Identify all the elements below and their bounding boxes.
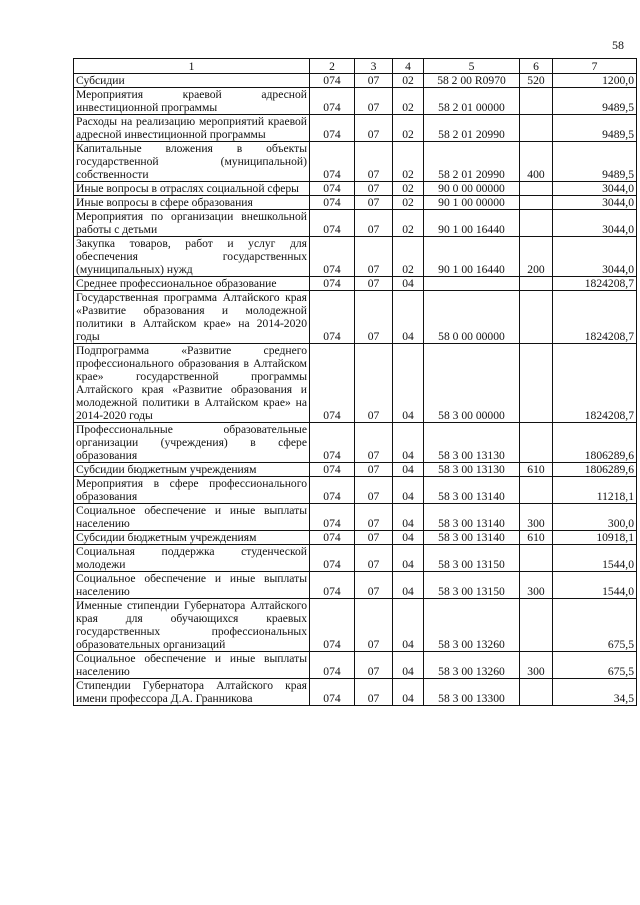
- expense-type-cell: [520, 210, 553, 237]
- row-name-cell: Капитальные вложения в объекты государственной (муниципальной) собственности: [74, 142, 310, 182]
- subsection-code-cell: 04: [393, 599, 424, 652]
- department-code-cell: 074: [310, 182, 355, 196]
- row-name-cell: Расходы на реализацию мероприятий краевой адресной инвестиционной программы: [74, 115, 310, 142]
- table-row: [74, 599, 637, 652]
- subsection-code-cell: 02: [393, 196, 424, 210]
- row-name-cell: Закупка товаров, работ и услуг для обеспечения государственных (муниципальных) нужд: [74, 237, 310, 277]
- row-name-cell: Иные вопросы в отраслях социальной сферы: [74, 182, 310, 196]
- department-code-cell: 074: [310, 210, 355, 237]
- row-name-cell: Субсидии бюджетным учреждениям: [74, 463, 310, 477]
- section-code-cell: 07: [355, 477, 393, 504]
- amount-cell: 9489,5: [553, 115, 637, 142]
- table-row: [74, 423, 637, 463]
- department-code-cell: 074: [310, 477, 355, 504]
- expense-type-cell: [520, 182, 553, 196]
- row-name-cell: Профессиональные образовательные организации (учреждения) в сфере образования: [74, 423, 310, 463]
- target-article-cell: 58 2 00 R0970: [424, 74, 520, 88]
- expense-type-cell: 300: [520, 652, 553, 679]
- department-code-cell: 074: [310, 344, 355, 423]
- row-name-cell: Мероприятия в сфере профессионального образования: [74, 477, 310, 504]
- amount-cell: 3044,0: [553, 210, 637, 237]
- target-article-cell: 58 3 00 13130: [424, 423, 520, 463]
- subsection-code-cell: 02: [393, 142, 424, 182]
- target-article-cell: 90 1 00 00000: [424, 196, 520, 210]
- row-name-cell: Социальное обеспечение и иные выплаты населению: [74, 652, 310, 679]
- expense-type-cell: [520, 196, 553, 210]
- amount-cell: 9489,5: [553, 88, 637, 115]
- amount-cell: 11218,1: [553, 477, 637, 504]
- target-article-cell: 90 0 00 00000: [424, 182, 520, 196]
- amount-cell: 9489,5: [553, 142, 637, 182]
- expense-type-cell: [520, 423, 553, 463]
- amount-cell: 1544,0: [553, 545, 637, 572]
- target-article-cell: 58 3 00 13150: [424, 572, 520, 599]
- subsection-code-cell: 02: [393, 115, 424, 142]
- target-article-cell: 58 0 00 00000: [424, 291, 520, 344]
- department-code-cell: 074: [310, 423, 355, 463]
- section-code-cell: 07: [355, 504, 393, 531]
- subsection-code-cell: 04: [393, 572, 424, 599]
- subsection-code-cell: 04: [393, 477, 424, 504]
- column-number-row: [74, 59, 637, 74]
- department-code-cell: 074: [310, 599, 355, 652]
- section-code-cell: 07: [355, 237, 393, 277]
- expense-type-cell: 300: [520, 504, 553, 531]
- table-row: [74, 463, 637, 477]
- subsection-code-cell: 04: [393, 545, 424, 572]
- expense-type-cell: [520, 291, 553, 344]
- amount-cell: 10918,1: [553, 531, 637, 545]
- amount-cell: 34,5: [553, 679, 637, 706]
- amount-cell: 1824208,7: [553, 344, 637, 423]
- column-header: 3: [355, 59, 393, 74]
- amount-cell: 3044,0: [553, 237, 637, 277]
- row-name-cell: Иные вопросы в сфере образования: [74, 196, 310, 210]
- row-name-cell: Социальное обеспечение и иные выплаты населению: [74, 504, 310, 531]
- subsection-code-cell: 04: [393, 679, 424, 706]
- table-row: [74, 572, 637, 599]
- subsection-code-cell: 04: [393, 344, 424, 423]
- column-header: 6: [520, 59, 553, 74]
- department-code-cell: 074: [310, 142, 355, 182]
- target-article-cell: 58 3 00 13150: [424, 545, 520, 572]
- department-code-cell: 074: [310, 679, 355, 706]
- department-code-cell: 074: [310, 291, 355, 344]
- department-code-cell: 074: [310, 277, 355, 291]
- target-article-cell: 90 1 00 16440: [424, 210, 520, 237]
- row-name-cell: Мероприятия краевой адресной инвестиционной программы: [74, 88, 310, 115]
- budget-table: [73, 58, 637, 706]
- table-row: [74, 196, 637, 210]
- subsection-code-cell: 02: [393, 182, 424, 196]
- page-number: 58: [612, 38, 624, 52]
- amount-cell: 675,5: [553, 599, 637, 652]
- expense-type-cell: 200: [520, 237, 553, 277]
- section-code-cell: 07: [355, 210, 393, 237]
- expense-type-cell: 610: [520, 531, 553, 545]
- expense-type-cell: [520, 679, 553, 706]
- row-name-cell: Подпрограмма «Развитие среднего профессионального образования в Алтайском крае» государственной программы Алтайского края «Развитие образования и молодежной политики в Алтайском крае» на 2014-2020 годы: [74, 344, 310, 423]
- row-name-cell: Мероприятия по организации внешкольной работы с детьми: [74, 210, 310, 237]
- subsection-code-cell: 02: [393, 74, 424, 88]
- column-header: 1: [74, 59, 310, 74]
- department-code-cell: 074: [310, 115, 355, 142]
- subsection-code-cell: 04: [393, 652, 424, 679]
- table-row: [74, 74, 637, 88]
- expense-type-cell: [520, 545, 553, 572]
- table-row: [74, 277, 637, 291]
- section-code-cell: 07: [355, 652, 393, 679]
- department-code-cell: 074: [310, 572, 355, 599]
- column-header: 2: [310, 59, 355, 74]
- department-code-cell: 074: [310, 196, 355, 210]
- section-code-cell: 07: [355, 599, 393, 652]
- subsection-code-cell: 04: [393, 291, 424, 344]
- section-code-cell: 07: [355, 142, 393, 182]
- expense-type-cell: [520, 477, 553, 504]
- column-header: 4: [393, 59, 424, 74]
- section-code-cell: 07: [355, 679, 393, 706]
- department-code-cell: 074: [310, 545, 355, 572]
- expense-type-cell: [520, 115, 553, 142]
- target-article-cell: 90 1 00 16440: [424, 237, 520, 277]
- section-code-cell: 07: [355, 463, 393, 477]
- section-code-cell: 07: [355, 531, 393, 545]
- target-article-cell: 58 3 00 13140: [424, 504, 520, 531]
- amount-cell: 1824208,7: [553, 291, 637, 344]
- target-article-cell: 58 3 00 13300: [424, 679, 520, 706]
- table-row: [74, 531, 637, 545]
- target-article-cell: 58 3 00 13140: [424, 531, 520, 545]
- section-code-cell: 07: [355, 344, 393, 423]
- department-code-cell: 074: [310, 237, 355, 277]
- expense-type-cell: 400: [520, 142, 553, 182]
- section-code-cell: 07: [355, 88, 393, 115]
- subsection-code-cell: 04: [393, 277, 424, 291]
- table-row: [74, 210, 637, 237]
- amount-cell: 1806289,6: [553, 463, 637, 477]
- section-code-cell: 07: [355, 74, 393, 88]
- table-row: [74, 142, 637, 182]
- table-row: [74, 237, 637, 277]
- target-article-cell: 58 2 01 20990: [424, 142, 520, 182]
- amount-cell: 1806289,6: [553, 423, 637, 463]
- expense-type-cell: [520, 599, 553, 652]
- expense-type-cell: 520: [520, 74, 553, 88]
- row-name-cell: Социальная поддержка студенческой молодежи: [74, 545, 310, 572]
- column-header: 5: [424, 59, 520, 74]
- row-name-cell: Стипендии Губернатора Алтайского края имени профессора Д.А. Гранникова: [74, 679, 310, 706]
- table-row: [74, 182, 637, 196]
- department-code-cell: 074: [310, 74, 355, 88]
- expense-type-cell: [520, 88, 553, 115]
- subsection-code-cell: 02: [393, 237, 424, 277]
- department-code-cell: 074: [310, 652, 355, 679]
- subsection-code-cell: 04: [393, 504, 424, 531]
- amount-cell: 300,0: [553, 504, 637, 531]
- department-code-cell: 074: [310, 504, 355, 531]
- target-article-cell: 58 2 01 00000: [424, 88, 520, 115]
- table-row: [74, 88, 637, 115]
- target-article-cell: 58 3 00 13260: [424, 599, 520, 652]
- table-row: [74, 291, 637, 344]
- expense-type-cell: [520, 344, 553, 423]
- target-article-cell: 58 3 00 13260: [424, 652, 520, 679]
- subsection-code-cell: 04: [393, 423, 424, 463]
- table-row: [74, 504, 637, 531]
- section-code-cell: 07: [355, 545, 393, 572]
- table-row: [74, 344, 637, 423]
- target-article-cell: 58 3 00 13130: [424, 463, 520, 477]
- target-article-cell: 58 2 01 20990: [424, 115, 520, 142]
- amount-cell: 675,5: [553, 652, 637, 679]
- amount-cell: 1824208,7: [553, 277, 637, 291]
- row-name-cell: Субсидии бюджетным учреждениям: [74, 531, 310, 545]
- row-name-cell: Среднее профессиональное образование: [74, 277, 310, 291]
- subsection-code-cell: 02: [393, 88, 424, 115]
- section-code-cell: 07: [355, 196, 393, 210]
- row-name-cell: Субсидии: [74, 74, 310, 88]
- subsection-code-cell: 04: [393, 463, 424, 477]
- expense-type-cell: [520, 277, 553, 291]
- subsection-code-cell: 02: [393, 210, 424, 237]
- department-code-cell: 074: [310, 531, 355, 545]
- department-code-cell: 074: [310, 88, 355, 115]
- target-article-cell: [424, 277, 520, 291]
- table-row: [74, 652, 637, 679]
- amount-cell: 1200,0: [553, 74, 637, 88]
- row-name-cell: Именные стипендии Губернатора Алтайского края для обучающихся краевых государственных профессиональных образовательных организаций: [74, 599, 310, 652]
- section-code-cell: 07: [355, 423, 393, 463]
- table-row: [74, 545, 637, 572]
- amount-cell: 3044,0: [553, 182, 637, 196]
- section-code-cell: 07: [355, 182, 393, 196]
- section-code-cell: 07: [355, 277, 393, 291]
- expense-type-cell: 610: [520, 463, 553, 477]
- section-code-cell: 07: [355, 572, 393, 599]
- expense-type-cell: 300: [520, 572, 553, 599]
- table-row: [74, 679, 637, 706]
- amount-cell: 3044,0: [553, 196, 637, 210]
- target-article-cell: 58 3 00 00000: [424, 344, 520, 423]
- table-row: [74, 477, 637, 504]
- amount-cell: 1544,0: [553, 572, 637, 599]
- target-article-cell: 58 3 00 13140: [424, 477, 520, 504]
- subsection-code-cell: 04: [393, 531, 424, 545]
- section-code-cell: 07: [355, 115, 393, 142]
- row-name-cell: Государственная программа Алтайского края «Развитие образования и молодежной политики в Алтайском крае» на 2014-2020 годы: [74, 291, 310, 344]
- row-name-cell: Социальное обеспечение и иные выплаты населению: [74, 572, 310, 599]
- column-header: 7: [553, 59, 637, 74]
- section-code-cell: 07: [355, 291, 393, 344]
- table-row: [74, 115, 637, 142]
- department-code-cell: 074: [310, 463, 355, 477]
